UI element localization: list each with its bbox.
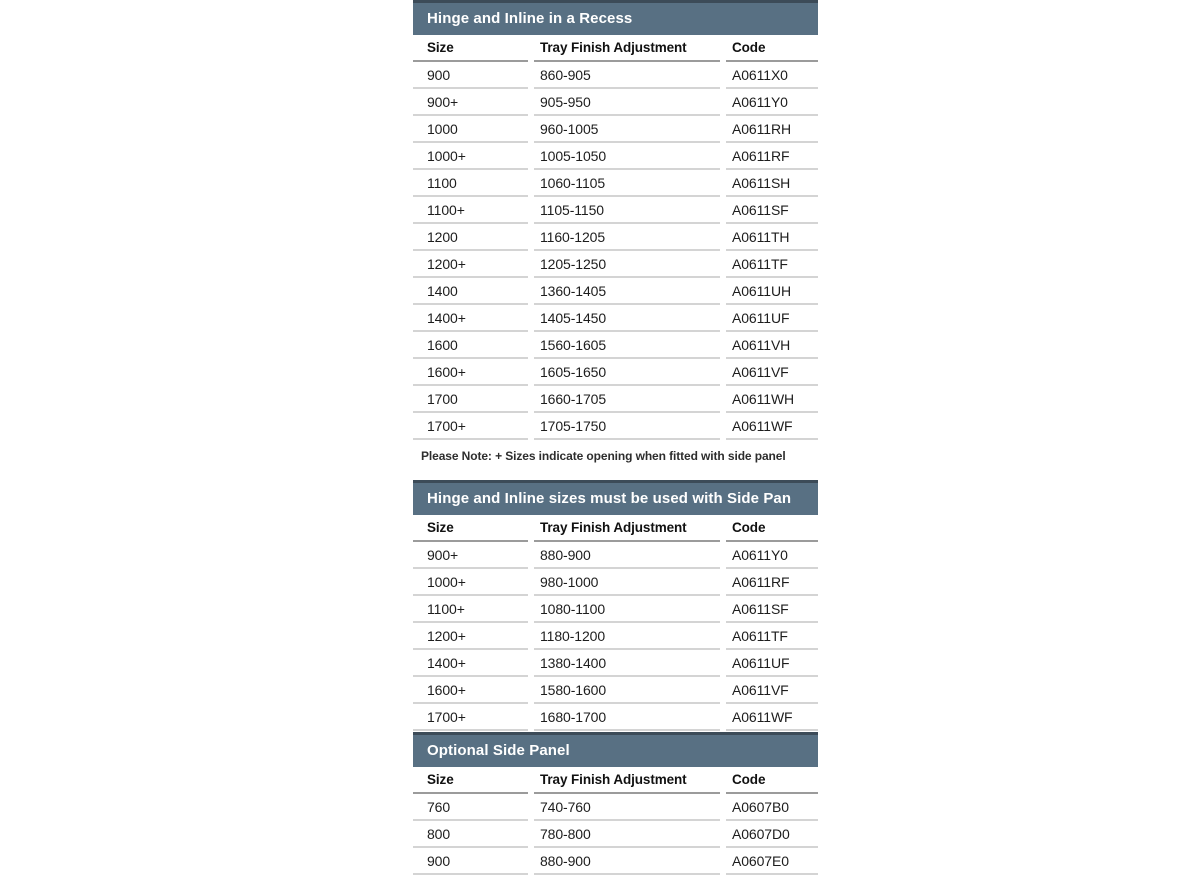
cell: A0607D0 [726,821,818,848]
cell: 1205-1250 [534,251,720,278]
cell: 1600+ [413,677,528,704]
cell: A0611WF [726,704,818,731]
cell: A0611RF [726,143,818,170]
cell: 1580-1600 [534,677,720,704]
cell: 1380-1400 [534,650,720,677]
cell: 900+ [413,89,528,116]
cell: A0607B0 [726,794,818,821]
cell: A0607E0 [726,848,818,875]
cell: 1005-1050 [534,143,720,170]
column-header: Size [413,767,528,794]
cell: 1080-1100 [534,596,720,623]
table-title: Hinge and Inline in a Recess [427,10,633,27]
table-row [413,170,818,197]
cell: A0611RH [726,116,818,143]
table-body [413,542,818,731]
table-row [413,848,818,875]
cell: A0611VF [726,359,818,386]
cell: 1400+ [413,650,528,677]
cell: 1405-1450 [534,305,720,332]
table-title: Optional Side Panel [427,742,570,759]
cell: 1000+ [413,143,528,170]
cell: 1705-1750 [534,413,720,440]
table-row [413,650,818,677]
cell: 900 [413,62,528,89]
table-row [413,359,818,386]
cell: A0611X0 [726,62,818,89]
table-row [413,623,818,650]
column-header: Size [413,515,528,542]
table-row [413,821,818,848]
table-row [413,332,818,359]
cell: A0611UF [726,650,818,677]
table-row [413,116,818,143]
cell: A0611RF [726,569,818,596]
cell: 1000 [413,116,528,143]
table-column-headers [413,515,818,542]
cell: A0611TH [726,224,818,251]
cell: 880-900 [534,848,720,875]
column-header: Tray Finish Adjustment [534,767,720,794]
cell: 1360-1405 [534,278,720,305]
cell: 1100+ [413,197,528,224]
cell: 1600 [413,332,528,359]
cell: 740-760 [534,794,720,821]
column-header: Tray Finish Adjustment [534,35,720,62]
table-section-hinge-inline-recess [413,0,818,473]
cell: 780-800 [534,821,720,848]
cell: A0611Y0 [726,89,818,116]
cell: 1400+ [413,305,528,332]
cell: 1680-1700 [534,704,720,731]
cell: 1200+ [413,623,528,650]
table-column-headers [413,35,818,62]
cell: 1180-1200 [534,623,720,650]
cell: 1400 [413,278,528,305]
spec-table [407,515,824,731]
cell: 1060-1105 [534,170,720,197]
spec-table [407,35,824,440]
cell: 1700+ [413,704,528,731]
table-row [413,386,818,413]
cell: A0611WF [726,413,818,440]
cell: 800 [413,821,528,848]
cell: A0611UH [726,278,818,305]
column-header: Code [726,35,818,62]
cell: 760 [413,794,528,821]
table-section-hinge-inline-side-panel [413,480,818,731]
spec-sheet [413,0,818,875]
cell: 880-900 [534,542,720,569]
column-header: Code [726,767,818,794]
column-header-row [413,35,818,62]
cell: 1660-1705 [534,386,720,413]
cell: 1560-1605 [534,332,720,359]
cell: 1200 [413,224,528,251]
cell: 1100 [413,170,528,197]
cell: 1100+ [413,596,528,623]
column-header: Code [726,515,818,542]
table-row [413,596,818,623]
cell: 1105-1150 [534,197,720,224]
table-body [413,794,818,875]
cell: A0611TF [726,623,818,650]
cell: 1700 [413,386,528,413]
cell: 960-1005 [534,116,720,143]
cell: A0611Y0 [726,542,818,569]
cell: 1000+ [413,569,528,596]
cell: 1605-1650 [534,359,720,386]
cell: 900 [413,848,528,875]
cell: 1700+ [413,413,528,440]
cell: 1200+ [413,251,528,278]
cell: 1160-1205 [534,224,720,251]
column-header-row [413,515,818,542]
table-column-headers [413,767,818,794]
cell: 860-905 [534,62,720,89]
spec-table [407,767,824,875]
note-text: Please Note: + Sizes indicate opening when fitted with side panel [421,449,786,463]
cell: 905-950 [534,89,720,116]
table-title-bar [413,0,818,35]
table-row [413,143,818,170]
table-row [413,89,818,116]
table-section-optional-side-panel [413,732,818,875]
column-header: Tray Finish Adjustment [534,515,720,542]
cell: A0611VH [726,332,818,359]
cell: A0611TF [726,251,818,278]
cell: 900+ [413,542,528,569]
cell: 980-1000 [534,569,720,596]
table-row [413,62,818,89]
column-header: Size [413,35,528,62]
table-row [413,305,818,332]
cell: A0611WH [726,386,818,413]
table-row [413,677,818,704]
table-row [413,542,818,569]
table-row [413,794,818,821]
table-title: Hinge and Inline sizes must be used with Side Pan [427,490,792,507]
cell: A0611VF [726,677,818,704]
cell: A0611SH [726,170,818,197]
table-body [413,62,818,440]
table-row [413,413,818,440]
table-title-bar [413,480,818,515]
table-row [413,569,818,596]
table-row [413,278,818,305]
table-row [413,197,818,224]
cell: A0611SF [726,197,818,224]
table-title-bar [413,732,818,767]
cell: 1600+ [413,359,528,386]
cell: A0611SF [726,596,818,623]
table-row [413,251,818,278]
table-row [413,224,818,251]
column-header-row [413,767,818,794]
cell: A0611UF [726,305,818,332]
table-row [413,704,818,731]
